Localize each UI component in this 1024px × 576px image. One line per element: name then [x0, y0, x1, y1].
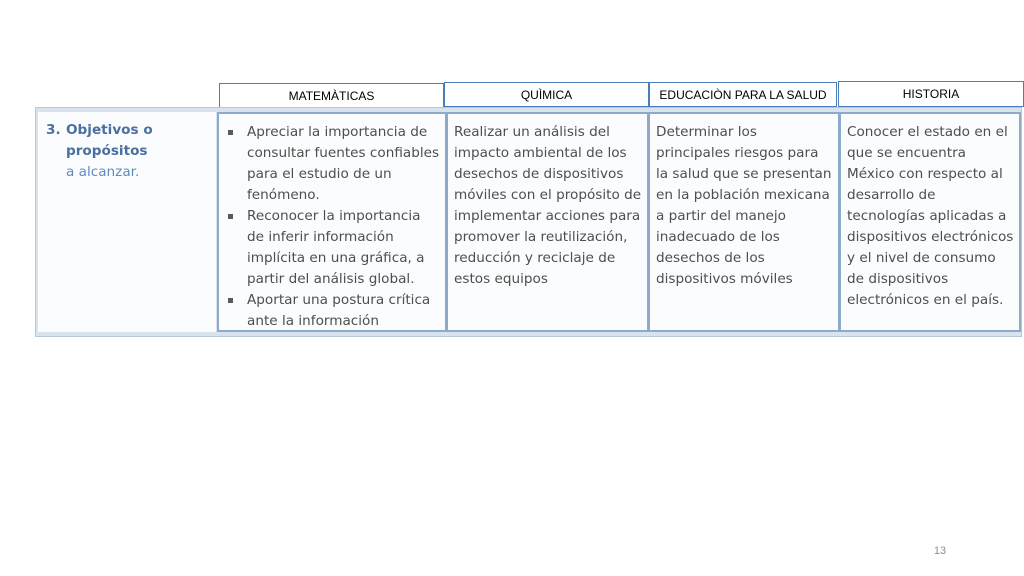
quimica-cell: Realizar un análisis del impacto ambiental de los desechos de dispositivos móviles con el propósito de implementar acciones para promover la reutilización, reducción y reciclaje de estos equipos	[446, 112, 649, 332]
slide-page-number: 13	[933, 545, 947, 557]
matematicas-cell	[217, 112, 447, 332]
historia-cell: Conocer el estado en el que se encuentra México con respecto al desarrollo de tecnologías aplicadas a dispositivos electrónicos y el nivel de consumo de dispositivos electrónicos en el país.	[839, 112, 1021, 332]
list-item: Reconocer la importancia de inferir información implícita en una gráfica, a partir del análisis global.	[225, 206, 440, 290]
row-title-line3: a alcanzar.	[66, 164, 140, 180]
row-title-line1: Objetivos o	[66, 122, 153, 138]
header-educacion-para-la-salud: EDUCACIÒN PARA LA SALUD	[649, 82, 837, 107]
header-quimica: QUÌMICA	[444, 82, 649, 107]
header-historia: HISTORIA	[838, 81, 1024, 107]
objectives-table	[35, 107, 1022, 337]
matematicas-list	[225, 122, 440, 332]
row-number: 3.	[46, 122, 61, 138]
educacion-cell: Determinar los principales riesgos para la salud que se presentan en la población mexicana a partir del manejo inadecuado de los desechos de los dispositivos móviles	[648, 112, 840, 332]
header-matematicas: MATEMÀTICAS	[219, 83, 444, 109]
row-label-cell	[38, 112, 216, 332]
list-item: Apreciar la importancia de consultar fuentes confiables para el estudio de un fenómeno.	[225, 122, 440, 206]
list-item: Aportar una postura crítica ante la información	[225, 290, 440, 332]
row-title-line2: propósitos	[66, 143, 148, 159]
